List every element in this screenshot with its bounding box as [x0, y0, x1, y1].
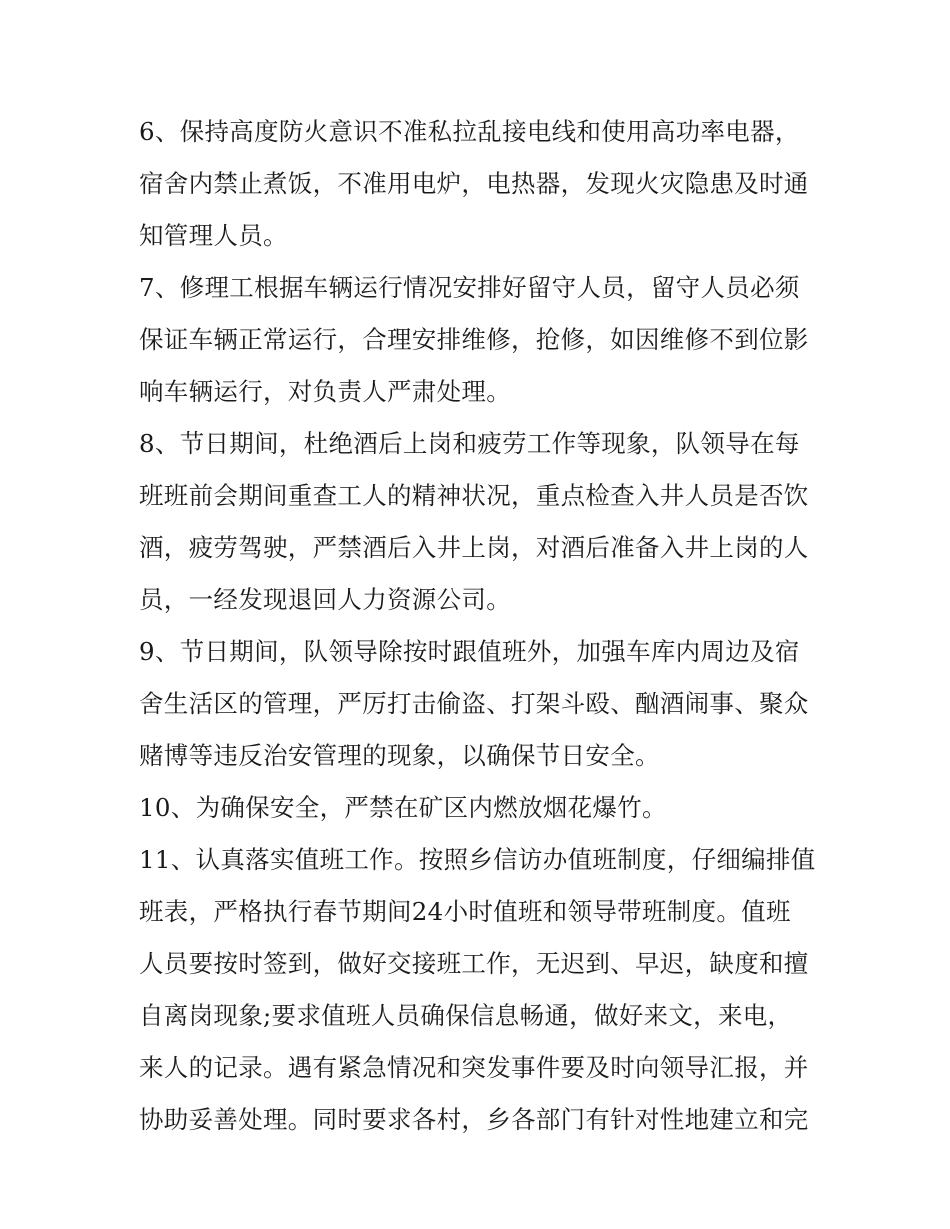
text-line-15: 11、认真落实值班工作。按照乡信访办值班制度，仔细编排值: [139, 845, 816, 874]
text-line-17: 人员要按时签到，做好交接班工作，无迟到、早迟，缺度和擅: [139, 949, 809, 978]
text-line-9: 酒，疲劳驾驶，严禁酒后入井上岗，对酒后准备入井上岗的人: [139, 533, 809, 562]
text-line-16: 班表，严格执行春节期间24小时值班和领导带班制度。值班: [139, 897, 791, 926]
text-line-5: 保证车辆正常运行，合理安排维修，抢修，如因维修不到位影: [139, 325, 809, 354]
text-line-3: 知管理人员。: [139, 221, 288, 250]
text-line-12: 舍生活区的管理，严厉打击偷盗、打架斗殴、酗酒闹事、聚众: [139, 689, 809, 718]
text-line-18: 自离岗现象;要求值班人员确保信息畅通，做好来文，来电，: [139, 1001, 793, 1030]
text-line-13: 赌博等违反治安管理的现象，以确保节日安全。: [139, 741, 660, 770]
text-line-8: 班班前会期间重查工人的精神状况，重点检查入井人员是否饮: [139, 481, 809, 510]
text-line-2: 宿舍内禁止煮饭，不准用电炉，电热器，发现火灾隐患及时通: [139, 169, 809, 198]
text-line-1: 6、保持高度防火意识不准私拉乱接电线和使用高功率电器，: [139, 117, 800, 146]
document-body: [139, 106, 819, 1146]
text-line-7: 8、节日期间，杜绝酒后上岗和疲劳工作等现象，队领导在每: [139, 429, 800, 458]
text-line-14: 10、为确保安全，严禁在矿区内燃放烟花爆竹。: [139, 793, 667, 822]
text-line-20: 协助妥善处理。同时要求各村，乡各部门有针对性地建立和完: [139, 1105, 809, 1134]
text-line-6: 响车辆运行，对负责人严肃处理。: [139, 377, 511, 406]
text-line-4: 7、修理工根据车辆运行情况安排好留守人员，留守人员必须: [139, 273, 800, 302]
text-line-11: 9、节日期间，队领导除按时跟值班外，加强车库内周边及宿: [139, 637, 800, 666]
text-line-10: 员，一经发现退回人力资源公司。: [139, 585, 511, 614]
text-line-19: 来人的记录。遇有紧急情况和突发事件要及时向领导汇报，并: [139, 1053, 809, 1082]
